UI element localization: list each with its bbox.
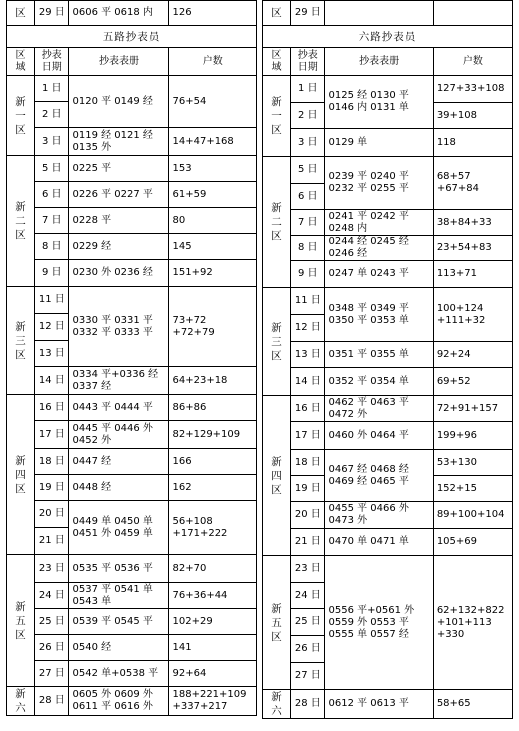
- household-count-cell: 82+70: [169, 555, 257, 583]
- household-count-cell: 73+72 +72+79: [169, 287, 257, 367]
- household-count-cell: 76+36+44: [169, 583, 257, 609]
- table-row: [7, 208, 257, 234]
- date-cell: 16 日: [291, 396, 325, 422]
- meter-books-cell: 0539 平 0545 平: [69, 609, 169, 635]
- area-cell: 新 二 区: [263, 157, 291, 288]
- date-cell: 29 日: [291, 1, 325, 26]
- table-row: [263, 529, 513, 556]
- household-count-cell: 61+59: [169, 182, 257, 208]
- meter-books-cell: 0443 平 0444 平: [69, 395, 169, 421]
- household-count-cell: 62+132+822 +101+113 +330: [433, 556, 512, 690]
- table-row: [263, 368, 513, 396]
- date-cell: 18 日: [35, 449, 69, 475]
- date-cell: 14 日: [35, 367, 69, 395]
- date-cell: 12 日: [291, 315, 325, 342]
- date-cell: 5 日: [35, 156, 69, 182]
- meter-books-cell: 0348 平 0349 平 0350 平 0353 单: [325, 288, 433, 342]
- area-cell: 新 一 区: [263, 76, 291, 157]
- area-cell: 新 三 区: [263, 288, 291, 396]
- column-header-row: [7, 48, 257, 76]
- date-cell: 1 日: [291, 76, 325, 103]
- table-row: [7, 128, 257, 156]
- table-row: [7, 635, 257, 661]
- household-count-cell: 80: [169, 208, 257, 234]
- household-count-cell: 56+108 +171+222: [169, 501, 257, 555]
- meter-books-cell: 0330 平 0331 平 0332 平 0333 平: [69, 287, 169, 367]
- date-cell: 24 日: [35, 583, 69, 609]
- meter-books-cell: 0537 平 0541 单 0543 单: [69, 583, 169, 609]
- date-cell: 9 日: [35, 260, 69, 287]
- meter-books-cell: 0226 平 0227 平: [69, 182, 169, 208]
- meter-books-cell: [325, 1, 433, 26]
- date-cell: 12 日: [35, 314, 69, 341]
- meter-books-cell: 0352 平 0354 单: [325, 368, 433, 396]
- table-row: [7, 260, 257, 287]
- date-cell: 17 日: [35, 421, 69, 449]
- meter-books-cell: 0455 平 0466 外 0473 外: [325, 502, 433, 529]
- area-cell: 新 六: [263, 690, 291, 719]
- table-row: [7, 583, 257, 609]
- table-row: [263, 236, 513, 261]
- date-cell: 29 日: [35, 1, 69, 26]
- table-row: [7, 609, 257, 635]
- date-cell: 3 日: [291, 129, 325, 157]
- household-count-cell: 162: [169, 475, 257, 501]
- table-row: [7, 234, 257, 260]
- table-row: [7, 501, 257, 528]
- meter-books-cell: 0334 平+0336 经 0337 经: [69, 367, 169, 395]
- date-cell: 23 日: [35, 555, 69, 583]
- household-count-cell: 68+57 +67+84: [433, 157, 512, 210]
- table-row: [7, 421, 257, 449]
- meter-books-cell: 0542 单+0538 平: [69, 661, 169, 687]
- household-count-cell: 64+23+18: [169, 367, 257, 395]
- household-count-cell: 188+221+109 +337+217: [169, 687, 257, 716]
- area-cell: 区: [7, 1, 35, 26]
- left-meter-schedule-table: [6, 0, 257, 716]
- table-row: [7, 76, 257, 102]
- date-cell: 2 日: [291, 103, 325, 129]
- household-count-cell: 105+69: [433, 529, 512, 556]
- continued-row: [263, 1, 513, 26]
- table-row: [7, 367, 257, 395]
- column-header-meter-books: 抄表表册: [69, 48, 169, 76]
- column-header-meter-books: 抄表表册: [325, 48, 433, 76]
- date-cell: 9 日: [291, 261, 325, 288]
- date-cell: 26 日: [291, 636, 325, 663]
- date-cell: 27 日: [291, 663, 325, 690]
- table-row: [263, 556, 513, 583]
- date-cell: 28 日: [35, 687, 69, 716]
- date-cell: 19 日: [291, 476, 325, 502]
- household-count-cell: 199+96: [433, 422, 512, 450]
- household-count-cell: 38+84+33: [433, 210, 512, 236]
- meter-books-cell: 0535 平 0536 平: [69, 555, 169, 583]
- table-row: [7, 156, 257, 182]
- meter-books-cell: 0247 单 0243 平: [325, 261, 433, 288]
- date-cell: 24 日: [291, 583, 325, 609]
- date-cell: 11 日: [35, 287, 69, 314]
- table-row: [263, 210, 513, 236]
- table-row: [263, 422, 513, 450]
- column-header-households: 户数: [169, 48, 257, 76]
- area-cell: 区: [263, 1, 291, 26]
- date-cell: 26 日: [35, 635, 69, 661]
- household-count-cell: 69+52: [433, 368, 512, 396]
- date-cell: 7 日: [35, 208, 69, 234]
- section-title: 六路抄表员: [263, 26, 513, 48]
- date-cell: 11 日: [291, 288, 325, 315]
- meter-books-cell: 0462 平 0463 平 0472 外: [325, 396, 433, 422]
- left-table-panel: [6, 0, 257, 731]
- household-count-cell: [433, 1, 512, 26]
- meter-books-cell: 0228 平: [69, 208, 169, 234]
- table-row: [263, 396, 513, 422]
- column-header-area: 区 域: [7, 48, 35, 76]
- meter-books-cell: 0612 平 0613 平: [325, 690, 433, 719]
- date-cell: 17 日: [291, 422, 325, 450]
- date-cell: 27 日: [35, 661, 69, 687]
- meter-books-cell: 0448 经: [69, 475, 169, 501]
- household-count-cell: 113+71: [433, 261, 512, 288]
- date-cell: 20 日: [291, 502, 325, 529]
- household-count-cell: 153: [169, 156, 257, 182]
- date-cell: 6 日: [35, 182, 69, 208]
- meter-books-cell: 0467 经 0468 经 0469 经 0465 平: [325, 450, 433, 502]
- section-title: 五路抄表员: [7, 26, 257, 48]
- household-count-cell: 89+100+104: [433, 502, 512, 529]
- meter-books-cell: 0125 经 0130 平 0146 内 0131 单: [325, 76, 433, 129]
- continued-row: [7, 1, 257, 26]
- table-row: [7, 687, 257, 716]
- date-cell: 14 日: [291, 368, 325, 396]
- date-cell: 8 日: [291, 236, 325, 261]
- household-count-cell: 76+54: [169, 76, 257, 128]
- date-cell: 16 日: [35, 395, 69, 421]
- table-row: [263, 502, 513, 529]
- column-header-row: [263, 48, 513, 76]
- meter-books-cell: 0119 经 0121 经 0135 外: [69, 128, 169, 156]
- date-cell: 7 日: [291, 210, 325, 236]
- area-cell: 新 五 区: [263, 556, 291, 690]
- date-cell: 1 日: [35, 76, 69, 102]
- household-count-cell: 14+47+168: [169, 128, 257, 156]
- table-row: [263, 690, 513, 719]
- household-count-cell: 53+130: [433, 450, 512, 476]
- table-row: [263, 261, 513, 288]
- table-row: [7, 475, 257, 501]
- meter-books-cell: 0540 经: [69, 635, 169, 661]
- date-cell: 13 日: [291, 342, 325, 368]
- table-row: [263, 157, 513, 184]
- table-row: [7, 287, 257, 314]
- table-row: [7, 661, 257, 687]
- household-count-cell: 23+54+83: [433, 236, 512, 261]
- date-cell: 28 日: [291, 690, 325, 719]
- column-header-date: 抄表 日期: [35, 48, 69, 76]
- household-count-cell: 58+65: [433, 690, 512, 719]
- date-cell: 13 日: [35, 341, 69, 367]
- area-cell: 新 六: [7, 687, 35, 716]
- date-cell: 20 日: [35, 501, 69, 528]
- meter-books-cell: 0470 单 0471 单: [325, 529, 433, 556]
- meter-books-cell: 0460 外 0464 平: [325, 422, 433, 450]
- area-cell: 新 五 区: [7, 555, 35, 687]
- household-count-cell: 92+64: [169, 661, 257, 687]
- household-count-cell: 145: [169, 234, 257, 260]
- column-header-area: 区 域: [263, 48, 291, 76]
- date-cell: 2 日: [35, 102, 69, 128]
- household-count-cell: 127+33+108: [433, 76, 512, 103]
- table-row: [263, 76, 513, 103]
- meter-books-cell: 0229 经: [69, 234, 169, 260]
- date-cell: 18 日: [291, 450, 325, 476]
- date-cell: 21 日: [35, 528, 69, 555]
- date-cell: 6 日: [291, 184, 325, 210]
- household-count-cell: 166: [169, 449, 257, 475]
- household-count-cell: 141: [169, 635, 257, 661]
- household-count-cell: 118: [433, 129, 512, 157]
- meter-books-cell: 0556 平+0561 外 0559 外 0553 平 0555 单 0557 经: [325, 556, 433, 690]
- household-count-cell: 151+92: [169, 260, 257, 287]
- date-cell: 3 日: [35, 128, 69, 156]
- column-header-date: 抄表 日期: [291, 48, 325, 76]
- date-cell: 19 日: [35, 475, 69, 501]
- household-count-cell: 152+15: [433, 476, 512, 502]
- household-count-cell: 72+91+157: [433, 396, 512, 422]
- date-cell: 25 日: [35, 609, 69, 635]
- household-count-cell: 39+108: [433, 103, 512, 129]
- meter-books-cell: 0129 单: [325, 129, 433, 157]
- date-cell: 25 日: [291, 609, 325, 636]
- area-cell: 新 四 区: [263, 396, 291, 556]
- meter-books-cell: 0449 单 0450 单 0451 外 0459 单: [69, 501, 169, 555]
- household-count-cell: 92+24: [433, 342, 512, 368]
- table-row: [7, 395, 257, 421]
- meter-books-cell: 0244 经 0245 经 0246 经: [325, 236, 433, 261]
- date-cell: 8 日: [35, 234, 69, 260]
- meter-books-cell: 0120 平 0149 经: [69, 76, 169, 128]
- meter-books-cell: 0241 平 0242 平 0248 内: [325, 210, 433, 236]
- column-header-households: 户数: [433, 48, 512, 76]
- household-count-cell: 82+129+109: [169, 421, 257, 449]
- table-row: [263, 288, 513, 315]
- meter-books-cell: 0351 平 0355 单: [325, 342, 433, 368]
- meter-books-cell: 0230 外 0236 经: [69, 260, 169, 287]
- household-count-cell: 100+124 +111+32: [433, 288, 512, 342]
- meter-books-cell: 0606 平 0618 内: [69, 1, 169, 26]
- area-cell: 新 一 区: [7, 76, 35, 156]
- table-row: [263, 129, 513, 157]
- household-count-cell: 86+86: [169, 395, 257, 421]
- right-meter-schedule-table: [262, 0, 513, 719]
- table-row: [263, 450, 513, 476]
- meter-books-cell: 0445 平 0446 外 0452 外: [69, 421, 169, 449]
- meter-books-cell: 0239 平 0240 平 0232 平 0255 平: [325, 157, 433, 210]
- date-cell: 21 日: [291, 529, 325, 556]
- meter-books-cell: 0225 平: [69, 156, 169, 182]
- area-cell: 新 四 区: [7, 395, 35, 555]
- table-row: [263, 342, 513, 368]
- meter-books-cell: 0447 经: [69, 449, 169, 475]
- household-count-cell: 102+29: [169, 609, 257, 635]
- right-table-panel: [262, 0, 513, 731]
- table-row: [7, 449, 257, 475]
- date-cell: 5 日: [291, 157, 325, 184]
- household-count-cell: 126: [169, 1, 257, 26]
- date-cell: 23 日: [291, 556, 325, 583]
- table-row: [7, 555, 257, 583]
- meter-books-cell: 0605 外 0609 外 0611 平 0616 外: [69, 687, 169, 716]
- area-cell: 新 三 区: [7, 287, 35, 395]
- area-cell: 新 二 区: [7, 156, 35, 287]
- table-row: [7, 182, 257, 208]
